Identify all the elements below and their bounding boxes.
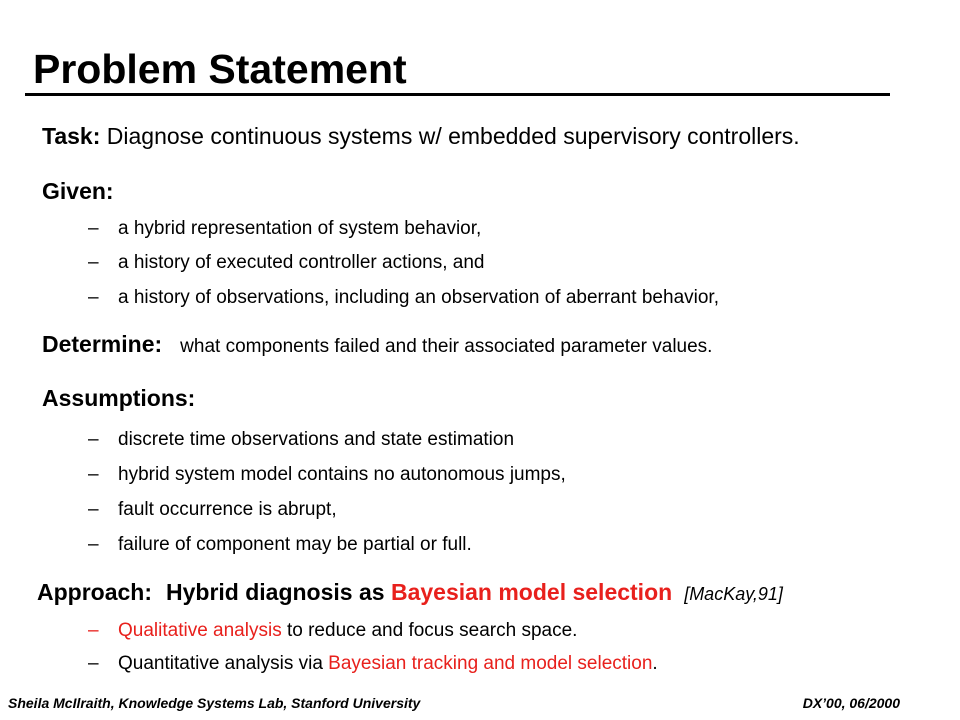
bullet-dash: – — [88, 653, 99, 674]
bullet-dash: – — [88, 464, 99, 485]
given-bullet — [88, 217, 481, 241]
assumption-bullet-text: hybrid system model contains no autonomous jumps, — [118, 464, 566, 485]
approach-bullet-text: Quantitative analysis via — [118, 653, 329, 674]
footer-author: Sheila McIlraith, Knowledge Systems Lab, Stanford University — [8, 695, 421, 711]
bullet-dash: – — [88, 252, 99, 273]
approach-label: Approach: — [37, 579, 152, 605]
approach-bullet-end: . — [652, 653, 658, 674]
approach-bullet-red: Bayesian tracking and model selection — [328, 653, 653, 674]
assumptions-label: Assumptions: — [42, 385, 196, 411]
determine-text: what components failed and their associated parameter values. — [180, 336, 713, 357]
bullet-dash: – — [88, 620, 99, 641]
task-label: Task: — [42, 123, 101, 149]
footer-date: DX’00, 06/2000 — [802, 695, 900, 711]
approach-lead: Hybrid diagnosis as — [166, 579, 391, 605]
given-bullet-text: a history of observations, including an observation of aberrant behavior, — [118, 287, 719, 308]
given-bullet — [88, 251, 484, 275]
bullet-dash: – — [88, 499, 99, 520]
approach-bullet-red: Qualitative analysis — [118, 620, 282, 641]
given-bullet-text: a hybrid representation of system behavior, — [118, 218, 482, 239]
assumption-bullet — [88, 533, 472, 557]
approach-line — [37, 578, 783, 608]
given-bullet — [88, 286, 719, 310]
assumption-bullet — [88, 498, 337, 522]
task-text: Diagnose continuous systems w/ embedded supervisory controllers. — [100, 123, 800, 149]
approach-citation: [MacKay,91] — [684, 584, 783, 604]
assumption-bullet — [88, 428, 514, 452]
approach-bullet — [88, 619, 577, 643]
assumption-bullet-text: fault occurrence is abrupt, — [118, 499, 337, 520]
given-label: Given: — [42, 178, 114, 204]
bullet-dash: – — [88, 534, 99, 555]
given-bullet-text: a history of executed controller actions, and — [118, 252, 485, 273]
assumption-bullet-text: failure of component may be partial or full. — [118, 534, 472, 555]
bullet-dash: – — [88, 287, 99, 308]
approach-highlight: Bayesian model selection — [390, 579, 673, 605]
slide-title: Problem Statement — [33, 46, 407, 92]
assumption-bullet-text: discrete time observations and state estimation — [118, 429, 515, 450]
title-underline — [25, 93, 890, 96]
determine-line — [42, 330, 712, 359]
task-line — [42, 122, 800, 150]
approach-bullet — [88, 652, 658, 676]
determine-label: Determine: — [42, 331, 163, 357]
bullet-dash: – — [88, 429, 99, 450]
approach-bullet-text: to reduce and focus search space. — [281, 620, 578, 641]
assumption-bullet — [88, 463, 566, 487]
bullet-dash: – — [88, 218, 99, 239]
